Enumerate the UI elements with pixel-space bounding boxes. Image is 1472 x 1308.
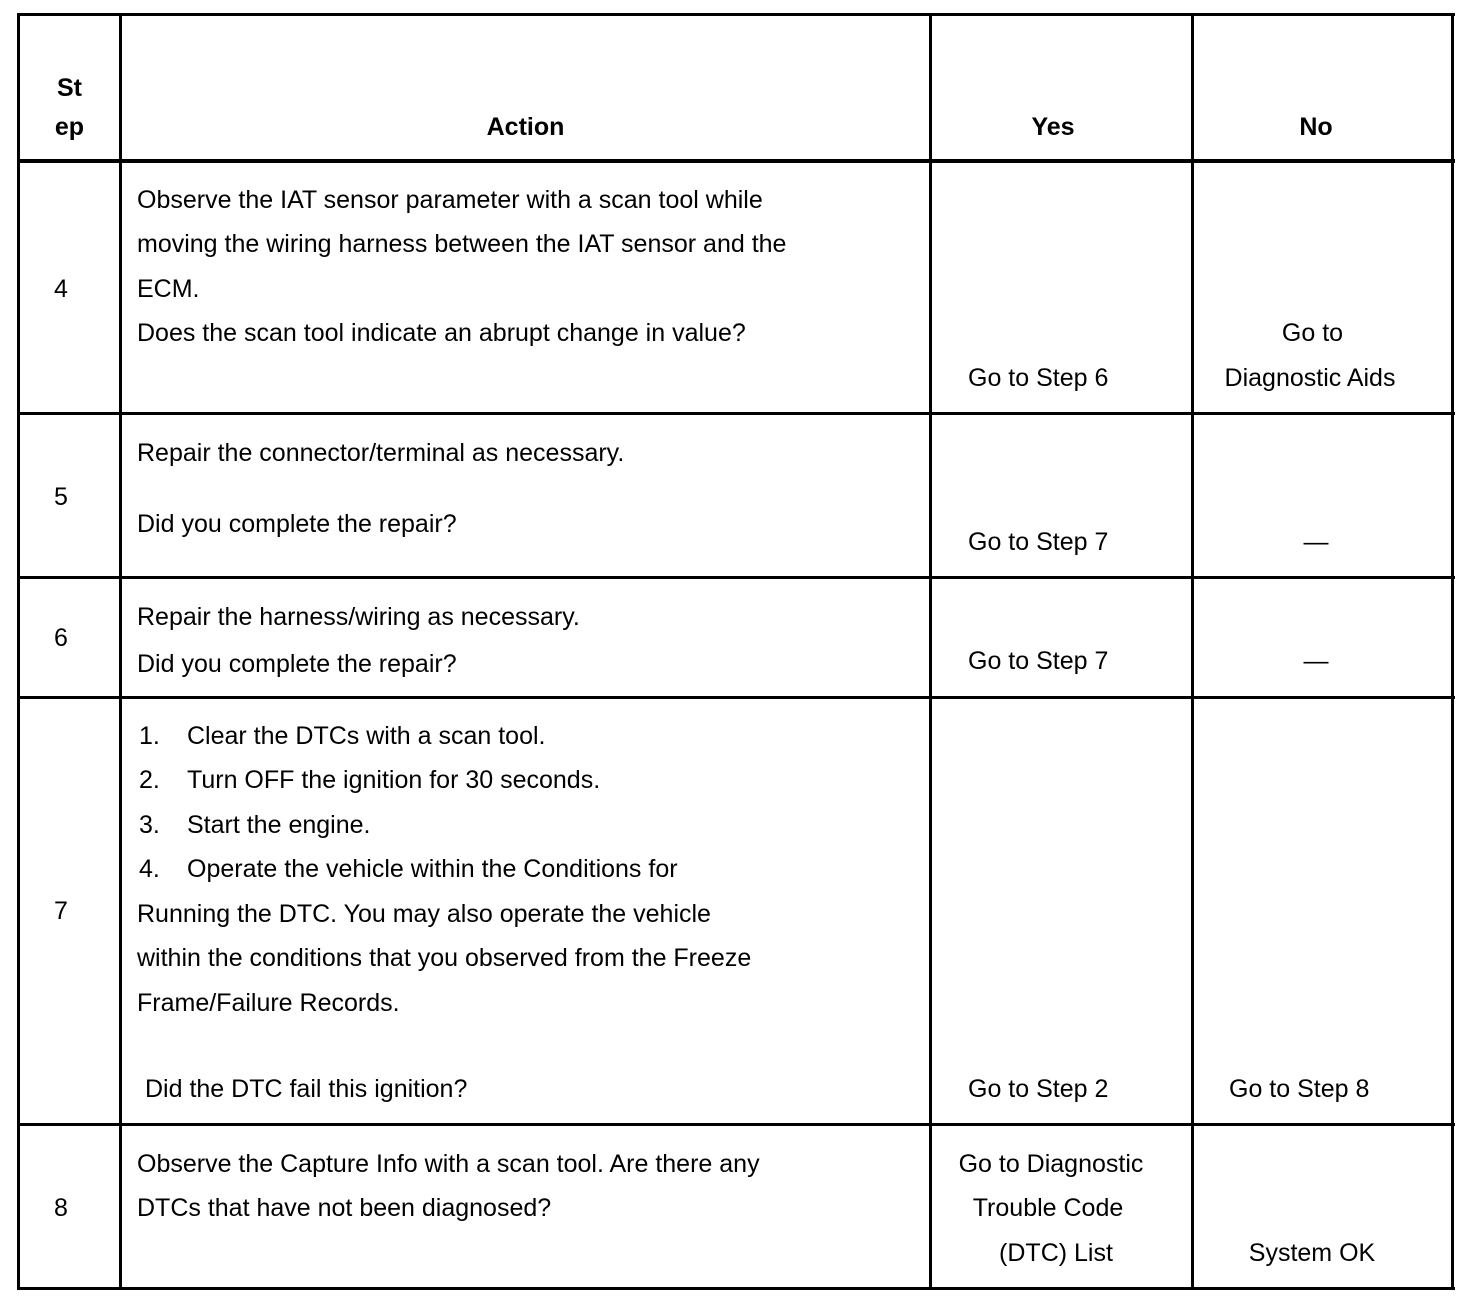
header-yes: Yes: [1031, 113, 1075, 141]
action-question: DTCs that have not been diagnosed?: [137, 1194, 552, 1222]
table-border-top: [17, 13, 1455, 16]
header-divider: [17, 159, 1455, 163]
action-text: moving the wiring harness between the IAT sensor and the: [137, 230, 787, 258]
no-result: —: [1303, 647, 1329, 675]
yes-result: Go to Step 2: [968, 1075, 1109, 1103]
step-number: 4: [54, 275, 68, 303]
step-number: 8: [54, 1194, 68, 1222]
list-item: [137, 803, 370, 848]
no-result: Go to Step 8: [1229, 1075, 1370, 1103]
row-divider-4-5: [17, 412, 1455, 415]
no-result: —: [1303, 528, 1329, 556]
list-item: [137, 714, 545, 759]
action-text: Observe the Capture Info with a scan tool. Are there any: [137, 1150, 760, 1178]
column-divider-step-action: [119, 13, 122, 1290]
action-text: Repair the harness/wiring as necessary.: [137, 603, 580, 631]
yes-result: Go to Step 7: [968, 528, 1109, 556]
action-text: ECM.: [137, 275, 200, 303]
list-number: 3.: [139, 811, 160, 839]
action-text: Frame/Failure Records.: [137, 989, 400, 1017]
yes-result-line3: (DTC) List: [999, 1239, 1113, 1267]
step-number: 7: [54, 897, 68, 925]
yes-result-line1: Go to Diagnostic: [958, 1150, 1144, 1178]
no-result-line2: Diagnostic Aids: [1224, 364, 1396, 392]
list-text: Operate the vehicle within the Conditions for: [187, 855, 678, 883]
yes-result-line2: Trouble Code: [972, 1194, 1124, 1222]
row-divider-7-8: [17, 1123, 1455, 1126]
row-divider-5-6: [17, 576, 1455, 579]
action-text: Running the DTC. You may also operate the vehicle: [137, 900, 711, 928]
list-text: Turn OFF the ignition for 30 seconds.: [187, 766, 601, 794]
list-item: [137, 758, 600, 803]
list-number: 1.: [139, 722, 160, 750]
no-result: System OK: [1248, 1239, 1376, 1267]
no-result-line1: Go to: [1281, 319, 1344, 347]
header-no: No: [1299, 113, 1333, 141]
action-text: within the conditions that you observed from the Freeze: [137, 944, 752, 972]
yes-result: Go to Step 7: [968, 647, 1109, 675]
action-question: Did you complete the repair?: [137, 510, 457, 538]
table-border-right: [1451, 13, 1454, 1290]
list-text: Clear the DTCs with a scan tool.: [187, 722, 546, 750]
list-number: 2.: [139, 766, 160, 794]
header-step-line2: ep: [54, 113, 85, 141]
step-number: 5: [54, 483, 68, 511]
table-border-bottom: [17, 1287, 1455, 1290]
step-number: 6: [54, 624, 68, 652]
list-text: Start the engine.: [187, 811, 371, 839]
list-number: 4.: [139, 855, 160, 883]
action-text: Observe the IAT sensor parameter with a scan tool while: [137, 186, 763, 214]
action-question: Did you complete the repair?: [137, 650, 457, 678]
header-step-line1: St: [57, 74, 82, 102]
action-text: Repair the connector/terminal as necessary.: [137, 439, 625, 467]
row-divider-6-7: [17, 696, 1455, 699]
list-item: [137, 847, 678, 892]
action-question: Did the DTC fail this ignition?: [145, 1075, 468, 1103]
header-action: Action: [486, 113, 565, 141]
column-divider-action-yes: [929, 13, 932, 1290]
yes-result: Go to Step 6: [968, 364, 1109, 392]
action-question: Does the scan tool indicate an abrupt change in value?: [137, 319, 746, 347]
